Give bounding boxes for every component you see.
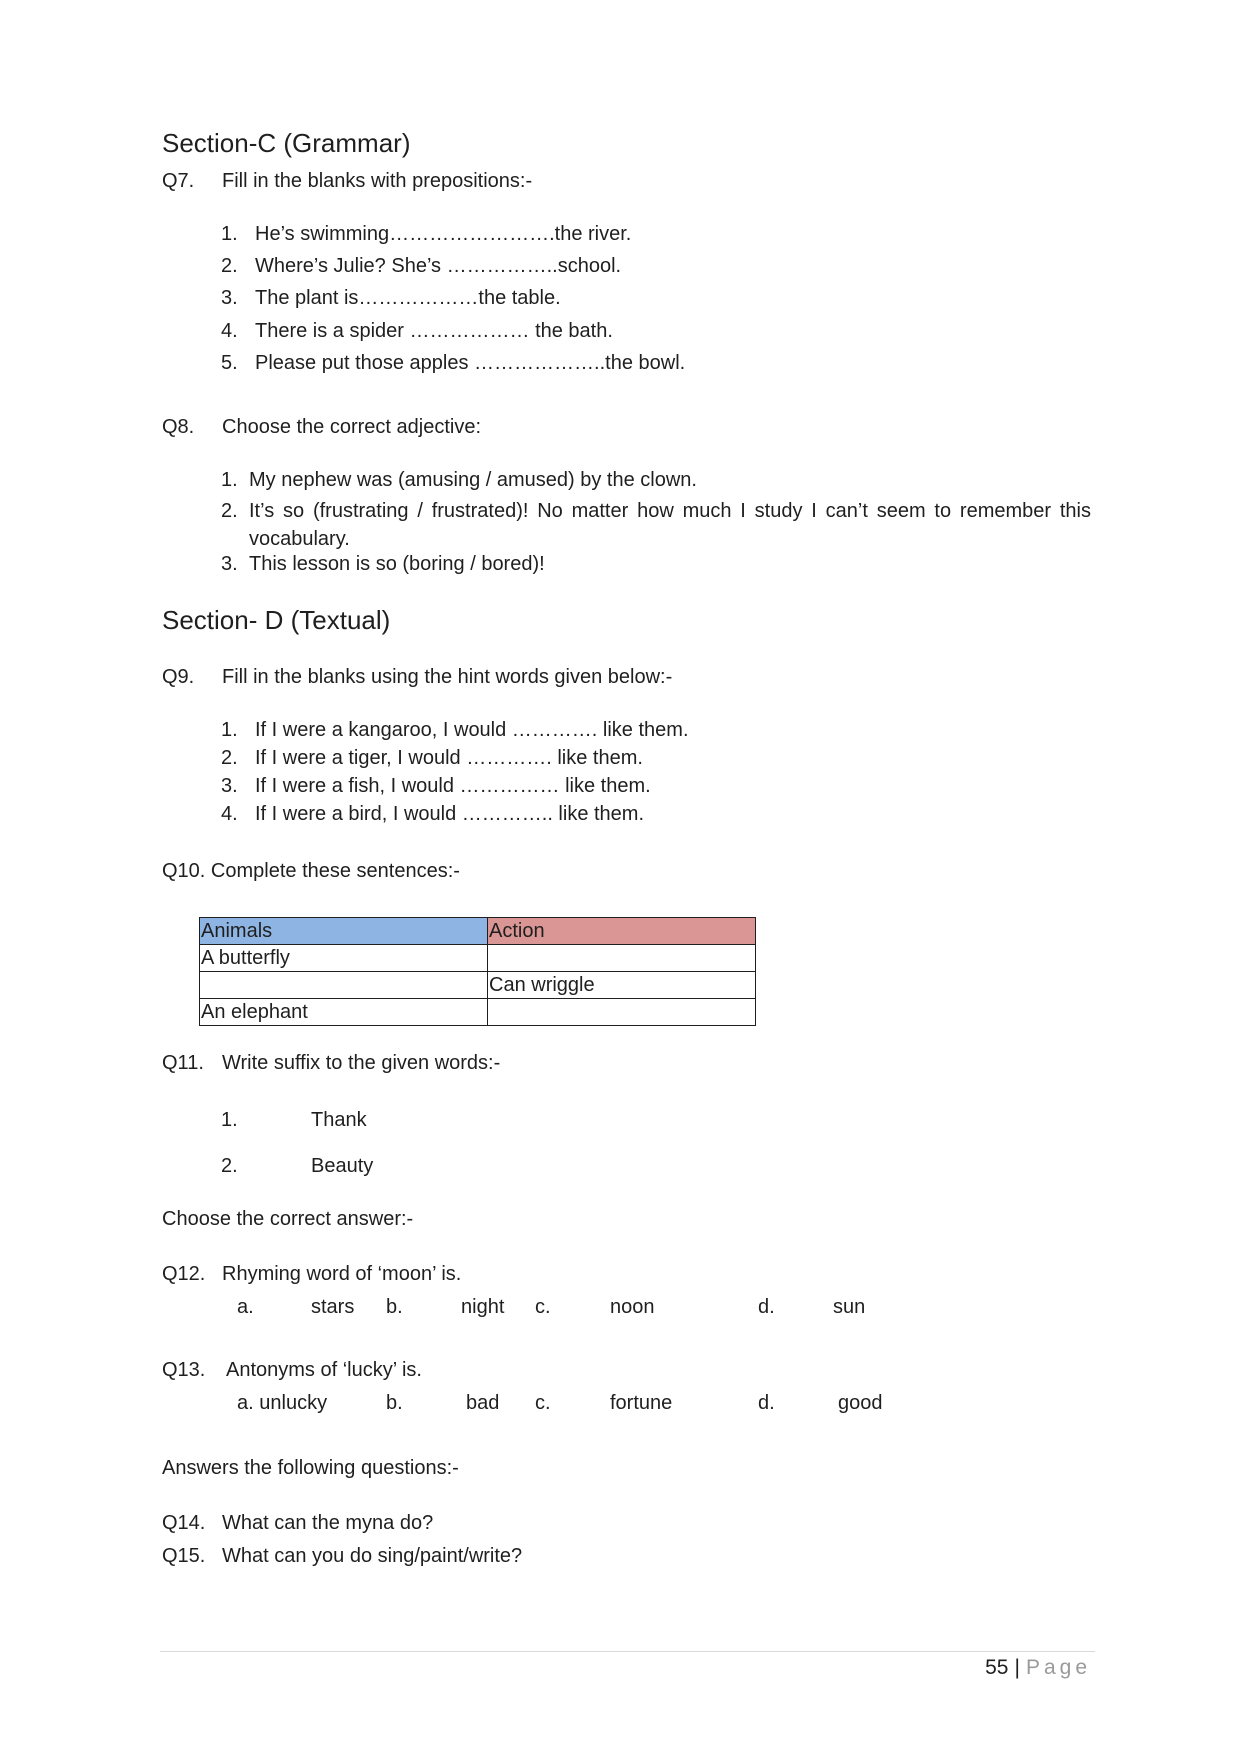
- q8-prompt: Choose the correct adjective:: [222, 416, 482, 438]
- item-text: Beauty: [311, 1155, 374, 1177]
- list-item: [221, 803, 644, 826]
- q14-question: [162, 1512, 433, 1535]
- animals-action-table: [199, 917, 756, 1026]
- item-number: 4.: [221, 320, 238, 342]
- q14-number: Q14.: [162, 1512, 206, 1534]
- page-footer: [985, 1656, 1091, 1680]
- item-number: 2.: [221, 747, 238, 769]
- q9-question: [162, 666, 672, 689]
- q13-option-b-text: bad: [466, 1392, 500, 1414]
- item-number: 3.: [221, 553, 238, 575]
- item-text: This lesson is so (boring / bored)!: [249, 553, 545, 575]
- q13-number: Q13.: [162, 1359, 206, 1381]
- item-text: If I were a tiger, I would …………. like them.: [255, 747, 643, 769]
- list-item: [221, 352, 685, 375]
- q11-prompt: Write suffix to the given words:-: [222, 1052, 501, 1074]
- table-header-cell: Action: [488, 918, 756, 945]
- footer-divider: [160, 1651, 1095, 1652]
- q15-number: Q15.: [162, 1545, 206, 1567]
- list-item: [221, 1109, 367, 1132]
- table-cell: An elephant: [200, 999, 488, 1026]
- item-number: 2.: [221, 255, 238, 277]
- q12-option-c-letter: c.: [535, 1296, 551, 1318]
- q12-option-b-letter: b.: [386, 1296, 403, 1318]
- q12-option-a-text: stars: [311, 1296, 355, 1318]
- table-header-cell: Animals: [200, 918, 488, 945]
- table-cell: [488, 999, 756, 1026]
- item-number: 1.: [221, 469, 238, 491]
- q15-question: [162, 1545, 522, 1568]
- list-item: [221, 497, 1091, 553]
- item-text: If I were a kangaroo, I would …………. like them.: [255, 719, 689, 741]
- q13-option-a: [237, 1392, 327, 1415]
- list-item: [221, 469, 697, 492]
- q13-question: [162, 1359, 422, 1382]
- list-item: [221, 223, 631, 246]
- footer-separator: |: [1014, 1656, 1020, 1679]
- table-row: [200, 945, 756, 972]
- q12-option-d-letter: d.: [758, 1296, 775, 1318]
- item-text: If I were a bird, I would ………….. like them.: [255, 803, 645, 825]
- item-number: 3.: [221, 287, 238, 309]
- item-number: 1.: [221, 1109, 238, 1131]
- item-number: 2.: [221, 500, 238, 522]
- q8-number: Q8.: [162, 416, 195, 438]
- table-cell: A butterfly: [200, 945, 488, 972]
- item-number: 2.: [221, 1155, 238, 1177]
- q9-prompt: Fill in the blanks using the hint words given below:-: [222, 666, 673, 688]
- q11-number: Q11.: [162, 1052, 204, 1074]
- item-number: 4.: [221, 803, 238, 825]
- q12-option-c-text: noon: [610, 1296, 655, 1318]
- q10-question: Q10. Complete these sentences:-: [162, 860, 460, 882]
- q13-prompt: Antonyms of ‘lucky’ is.: [226, 1359, 422, 1381]
- q7-prompt: Fill in the blanks with prepositions:-: [222, 170, 533, 192]
- answers-following-label: Answers the following questions:-: [162, 1457, 459, 1479]
- table-cell: [488, 945, 756, 972]
- q12-prompt: Rhyming word of ‘moon’ is.: [222, 1263, 462, 1285]
- q12-option-b-text: night: [461, 1296, 505, 1318]
- list-item: [221, 775, 651, 798]
- q13-option-c-letter: c.: [535, 1392, 551, 1414]
- item-text: My nephew was (amusing / amused) by the clown.: [249, 469, 697, 491]
- q7-question: [162, 170, 532, 193]
- list-item: [221, 747, 643, 770]
- item-text: He’s swimming…………………….the river.: [255, 223, 632, 245]
- table-row: [200, 972, 756, 999]
- page-label: Page: [1025, 1656, 1091, 1679]
- item-text: Please put those apples ………………..the bowl.: [255, 352, 686, 374]
- q12-question: [162, 1263, 461, 1286]
- list-item: [221, 320, 613, 343]
- section-c-heading: Section-C (Grammar): [162, 128, 411, 158]
- q12-number: Q12.: [162, 1263, 206, 1285]
- table-cell: [200, 972, 488, 999]
- q13-option-d-text: good: [838, 1392, 883, 1414]
- item-text: The plant is………………the table.: [255, 287, 561, 309]
- item-number: 1.: [221, 223, 238, 245]
- item-number: 3.: [221, 775, 238, 797]
- q13-option-b-letter: b.: [386, 1392, 403, 1414]
- item-text: Thank: [311, 1109, 367, 1131]
- item-text: It’s so (frustrating / frustrated)! No matter how much I study I can’t seem to remember this vocabulary.: [249, 500, 1091, 550]
- section-d-heading: Section- D (Textual): [162, 605, 391, 635]
- q8-question: [162, 416, 481, 439]
- table-row: [200, 999, 756, 1026]
- choose-correct-label: Choose the correct answer:-: [162, 1208, 414, 1230]
- page-number: 55: [985, 1656, 1009, 1679]
- item-text: If I were a fish, I would …………… like them.: [255, 775, 651, 797]
- list-item: [221, 553, 545, 576]
- list-item: [221, 719, 689, 742]
- q14-prompt: What can the myna do?: [222, 1512, 434, 1534]
- q15-prompt: What can you do sing/paint/write?: [222, 1545, 523, 1567]
- table-header-row: [200, 918, 756, 945]
- item-text: There is a spider ……………… the bath.: [255, 320, 613, 342]
- q12-option-d-text: sun: [833, 1296, 866, 1318]
- table-cell: Can wriggle: [488, 972, 756, 999]
- q11-question: [162, 1052, 500, 1075]
- item-text: Where’s Julie? She’s ……………..school.: [255, 255, 622, 277]
- q9-number: Q9.: [162, 666, 195, 688]
- q7-number: Q7.: [162, 170, 195, 192]
- item-number: 1.: [221, 719, 238, 741]
- list-item: [221, 255, 621, 278]
- list-item: [221, 1155, 373, 1178]
- q13-option-d-letter: d.: [758, 1392, 775, 1414]
- list-item: [221, 287, 561, 310]
- item-number: 5.: [221, 352, 238, 374]
- q13-option-c-text: fortune: [610, 1392, 673, 1414]
- q12-option-a-letter: a.: [237, 1296, 254, 1318]
- option-letter: a.: [237, 1392, 254, 1414]
- option-text: unlucky: [259, 1392, 328, 1414]
